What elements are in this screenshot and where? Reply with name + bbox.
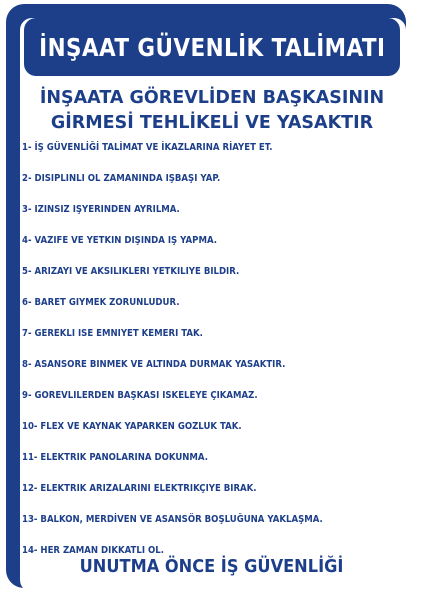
rule-item: 4- VAZİFE VE YETKİN DIŞINDA İŞ YAPMA.: [22, 235, 217, 246]
rule-item: 6- BARET GİYMEK ZORUNLUDUR.: [22, 297, 180, 308]
warning-line-2: GİRMESİ TEHLİKELİ VE YASAKTIR: [50, 113, 374, 133]
rule-item: 7- GEREKLİ İSE EMNİYET KEMERİ TAK.: [22, 328, 203, 339]
rule-item: 12- ELEKTRİK ARIZALARINI ELEKTRİKÇİYE BIRAK.: [22, 483, 257, 494]
title-bar: [24, 18, 400, 76]
rule-item: 9- GÖREVLİLERDEN BAŞKASI İSKELEYE ÇIKAMAZ.: [22, 390, 258, 401]
footer-slogan: [20, 556, 404, 577]
rule-item: 11- ELEKTRİK PANOLARINA DOKUNMA.: [22, 452, 208, 463]
rule-item: 3- İZİNSİZ İŞYERİNDEN AYRILMA.: [22, 204, 180, 215]
warning-text: [20, 86, 404, 136]
rules-list: [22, 138, 356, 572]
rule-item: 1- İŞ GÜVENLİĞİ TALİMAT VE İKAZLARINA RİAYET ET.: [22, 142, 273, 153]
rule-item: 5- ARIZAYI VE AKSİLİKLERİ YETKİLİYE BİLDİR.: [22, 266, 240, 277]
rule-item: 10- FLEX VE KAYNAK YAPARKEN GÖZLÜK TAK.: [22, 421, 242, 432]
rule-item: 14- HER ZAMAN DİKKATLİ OL.: [22, 545, 164, 556]
rule-item: 8- ASANSÖRE BİNMEK VE ALTINDA DURMAK YASAKTIR.: [22, 359, 286, 370]
rule-item: 2- DİSİPLİNLİ OL ZAMANINDA İŞBAŞI YAP.: [22, 173, 221, 184]
rule-item: 13- BALKON, MERDİVEN VE ASANSÖR BOŞLUĞUNA YAKLAŞMA.: [22, 514, 323, 525]
sign-title: İNŞAAT GÜVENLİK TALİMATI: [38, 32, 386, 62]
warning-line-1: İNŞAATA GÖREVLİDEN BAŞKASININ: [39, 88, 385, 108]
footer-text: UNUTMA ÖNCE İŞ GÜVENLİĞİ: [80, 556, 344, 577]
